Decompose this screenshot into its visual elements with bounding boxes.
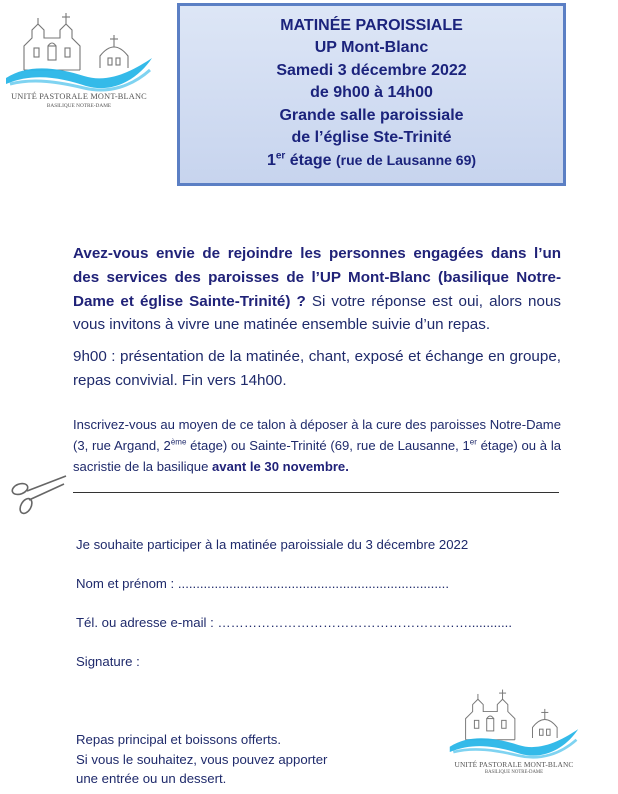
basilica-logo-icon xyxy=(448,684,580,762)
logo-sub-name: BASILIQUE NOTRE-DAME xyxy=(46,103,112,109)
logo-org-name: UNITÉ PASTORALE MONT-BLANC xyxy=(454,760,574,769)
form-signature-label: Signature : xyxy=(76,654,140,669)
form-intro: Je souhaite participer à la matinée paroissiale du 3 décembre 2022 xyxy=(76,537,469,552)
invitation-rest: Si votre réponse est oui, alors nous vous invitons à vivre une matinée ensemble suivie d’un repas. xyxy=(73,292,561,334)
scissors-icon xyxy=(8,470,68,520)
event-venue-line1: Grande salle paroissiale xyxy=(279,106,464,124)
logo-bottom xyxy=(448,684,580,784)
program-paragraph: 9h00 : présentation de la matinée, chant, exposé et échange en groupe, repas convivial. Fin vers 14h00. xyxy=(73,348,561,389)
event-floor: 1er étage (rue de Lausanne 69) xyxy=(266,151,477,170)
registration-paragraph: Inscrivez-vous au moyen de ce talon à déposer à la cure des paroisses Notre-Dame (3, rue Argand, 2ème étage) ou Sainte-Trinité (69, rue de Lausanne, 1er étage) ou à la sacristie de la basilique avant le 30 novembre. xyxy=(73,417,562,474)
form-contact-field xyxy=(76,615,512,630)
event-time: de 9h00 à 14h00 xyxy=(310,84,433,102)
event-header-box xyxy=(177,3,566,186)
cut-line xyxy=(73,492,559,493)
footer-note xyxy=(76,730,396,789)
event-date: Samedi 3 décembre 2022 xyxy=(276,61,467,79)
logo-top xyxy=(4,8,154,118)
event-venue-line2: de l’église Ste-Trinité xyxy=(291,129,452,147)
footer-line3: une entrée ou un dessert. xyxy=(76,771,227,786)
event-title: MATINÉE PAROISSIALE xyxy=(280,17,463,34)
name-dots: .......................................................................... xyxy=(177,576,450,591)
form-name-field xyxy=(76,576,449,591)
contact-dots: …………………………………………………............ xyxy=(217,615,512,630)
event-address: (rue de Lausanne 69) xyxy=(336,152,477,169)
footer-line2: Si vous le souhaitez, vous pouvez apporter xyxy=(76,751,328,767)
contact-label: Tél. ou adresse e-mail : xyxy=(76,615,218,630)
basilica-logo-icon xyxy=(4,8,154,94)
footer-line1: Repas principal et boissons offerts. xyxy=(76,732,282,747)
logo-sub-name: BASILIQUE NOTRE-DAME xyxy=(484,770,544,775)
event-group: UP Mont-Blanc xyxy=(314,39,429,57)
logo-org-name: UNITÉ PASTORALE MONT-BLANC xyxy=(11,92,147,101)
name-label: Nom et prénom : xyxy=(76,576,178,591)
registration-deadline: avant le 30 novembre. xyxy=(212,459,349,474)
invitation-paragraph xyxy=(73,242,561,337)
invitation-question: Avez-vous envie de rejoindre les personnes engagées dans l’un des services des paroisses de l’UP Mont-Blanc (basilique Notre-Dame et église Sainte-Trinité) ? xyxy=(73,245,561,310)
